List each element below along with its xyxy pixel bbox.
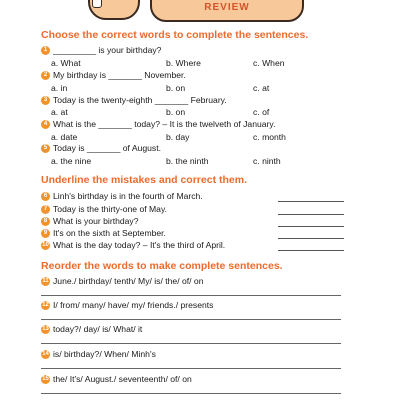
- number-badge: 4: [41, 120, 50, 129]
- correction-item: [41, 204, 167, 214]
- question-text: Today is the twenty-eighth _______ February.: [53, 95, 227, 105]
- number-badge: 13: [42, 326, 49, 332]
- number-badge: 7: [41, 205, 50, 214]
- option-c[interactable]: c. ninth: [253, 156, 281, 166]
- answer-line[interactable]: [41, 368, 341, 369]
- option-c[interactable]: c. month: [253, 132, 286, 142]
- question-1: [41, 45, 161, 55]
- number-badge: 9: [41, 229, 50, 238]
- number-badge: 1: [41, 46, 50, 55]
- question-text: What is the _______ today? – It is the twelveth of January.: [53, 119, 276, 129]
- option-a[interactable]: a. in: [51, 83, 68, 93]
- item-text: June./ birthday/ tenth/ My/ is/ the/ of/ on: [53, 276, 204, 286]
- number-badge: 6: [41, 192, 50, 201]
- number-badge: 2: [41, 71, 50, 80]
- answer-line[interactable]: [41, 295, 341, 296]
- option-a[interactable]: a. the nine: [51, 156, 92, 166]
- option-b[interactable]: b. on: [166, 107, 186, 117]
- correction-item: [41, 228, 166, 238]
- question-text: Today is _______ of August.: [53, 143, 161, 153]
- section-1-title: Choose the correct words to complete the sentences.: [41, 29, 309, 41]
- item-text: I/ from/ many/ have/ my/ friends./ presents: [53, 300, 214, 310]
- item-text: It's on the sixth at September.: [53, 228, 166, 238]
- question-text: _________ is your birthday?: [53, 45, 162, 55]
- option-b[interactable]: b. the ninth: [166, 156, 209, 166]
- mascot-detail: [92, 0, 102, 8]
- question-2: [41, 70, 186, 80]
- reorder-item: [41, 300, 213, 310]
- answer-line[interactable]: [41, 393, 341, 394]
- reorder-item: [41, 349, 156, 359]
- item-text: What is your birthday?: [53, 216, 139, 226]
- review-title: REVIEW: [204, 2, 250, 13]
- answer-line[interactable]: [278, 201, 344, 202]
- answer-line[interactable]: [278, 214, 344, 215]
- correction-item: [41, 191, 203, 201]
- reorder-item: [41, 276, 203, 286]
- section-3-title: Reorder the words to make complete sentences.: [41, 260, 283, 272]
- number-badge: 5: [41, 144, 50, 153]
- answer-line[interactable]: [41, 343, 341, 344]
- correction-item: [41, 240, 225, 250]
- option-b[interactable]: b. on: [166, 83, 186, 93]
- answer-line[interactable]: [278, 250, 344, 251]
- option-c[interactable]: c. at: [253, 83, 270, 93]
- section-2-title: Underline the mistakes and correct them.: [41, 174, 247, 186]
- correction-item: [41, 216, 139, 226]
- option-a[interactable]: a. What: [51, 58, 81, 68]
- item-text: Today is the thirty-one of May.: [53, 204, 167, 214]
- item-text: What is the day today? – It's the third of April.: [53, 240, 226, 250]
- answer-line[interactable]: [278, 226, 344, 227]
- answer-line[interactable]: [41, 319, 341, 320]
- reorder-item: [41, 374, 192, 384]
- question-5: [41, 143, 161, 153]
- answer-line[interactable]: [278, 238, 344, 239]
- review-banner: [150, 0, 304, 22]
- number-badge: 8: [41, 217, 50, 226]
- number-badge: 3: [41, 96, 50, 105]
- number-badge: 11: [42, 278, 49, 284]
- option-b[interactable]: b. day: [166, 132, 190, 142]
- option-c[interactable]: c. When: [253, 58, 285, 68]
- item-text: is/ birthday?/ When/ Minh's: [53, 349, 156, 359]
- reorder-item: [41, 324, 142, 334]
- question-3: [41, 95, 227, 105]
- number-badge: 14: [42, 351, 49, 357]
- number-badge: 15: [42, 376, 49, 382]
- item-text: today?/ day/ is/ What/ it: [53, 324, 143, 334]
- option-a[interactable]: a. at: [51, 107, 68, 117]
- option-a[interactable]: a. date: [51, 132, 78, 142]
- item-text: Linh's birthday is in the fourth of March.: [53, 191, 203, 201]
- question-text: My birthday is _______ November.: [53, 70, 186, 80]
- option-b[interactable]: b. Where: [166, 58, 201, 68]
- number-badge: 10: [42, 242, 49, 248]
- number-badge: 12: [42, 302, 49, 308]
- item-text: the/ It's/ August./ seventeenth/ of/ on: [53, 374, 192, 384]
- question-4: [41, 119, 275, 129]
- option-c[interactable]: c. of: [253, 107, 270, 117]
